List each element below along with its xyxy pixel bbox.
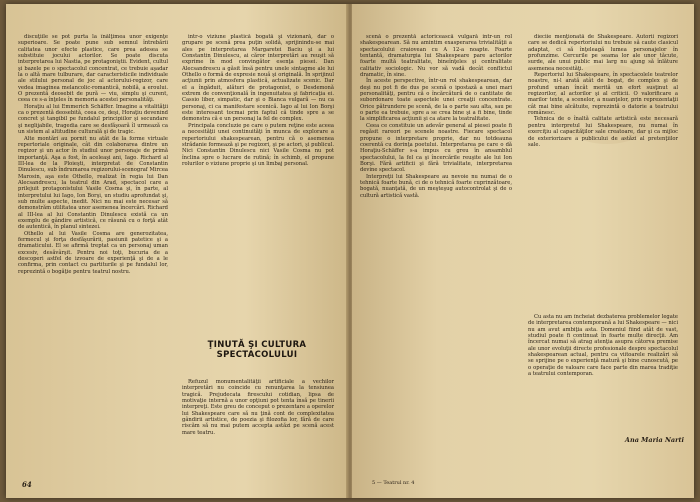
paragraph: Tehnica de o înaltă calitate artistică este necesară pentru interpretul lui Shakespeare, nu numai în exerciţiu al capacităţilor sale creatoare, dar şi ca mijloc de exteriorizare a publicului de astăzi al pretenţiilor sale. (528, 116, 678, 148)
paragraph: Othello al lui Vasile Cosma are generozitatea, fermecul şi forţa desfăşurării, pasiunii patetice şi a dramaticului. El se afirmă treptat ca un personaj uman excesiv, desăvârşit. Pentru noi toţi, bucuria de a descoperi astfel de izvoare de experienţă şi de a le confirma, prin contact cu partiturile şi pe fundalul lor, reprezintă o bogăţie pentru teatrul nostru. (18, 230, 168, 275)
right-page-column-1 (360, 34, 512, 466)
left-page-column-1 (18, 34, 168, 466)
paragraph: Interpreţii lui Shakespeare au nevoie nu numai de o tehnică foarte bună, ci de o tehnică foarte cuprinzătoare, bogată, nuanţată, de un meşteşug autocontrolat şi de o cultură artistică vastă. (360, 173, 512, 199)
section-heading (192, 340, 322, 360)
paragraph: În aceste perspective, într-un rol shakespearean, dar deşi nu pot fi de dus pe scenă o ipostază a unei mari personalităţi, pentru că o încărcătură de o cantitate de subordonare toate aspectele unei creaţii concentrate. Orice pătrundere pe scenă, de la o parte sau alta, sau pe o parte ea trebuie, spre a se crea bine şi a fi bine, tinde la simplificarea acţiunii şi ca atare la teatralitate. (360, 78, 512, 123)
right-page (352, 4, 694, 498)
paragraph: Horaţiu al lui Emmerich Schäffer. Imagine a vitalităţii ca o prezentă deosebită, ceea ce, deşi, Horaţiu devenind concret şi tangibil pe fundalul principiilor şi secundare şi neglijabile, tragedia care se desfăşoară îl urmează ca un sistem al altitudine culturală şi de tragic. (18, 103, 168, 136)
page-footer-right: 5 — Teatrul nr. 4 (372, 480, 415, 486)
right-page-column-2 (528, 34, 678, 296)
page-number-left: 64 (22, 480, 32, 489)
right-page-column-2-lower (528, 314, 678, 434)
section-heading-line-2: SPECTACOLULUI (216, 350, 298, 360)
section-heading-line-1: ŢINUTĂ ŞI CULTURA (207, 340, 307, 350)
author-signature: Ana Maria Narti (624, 436, 684, 444)
left-page (6, 4, 348, 498)
left-page-column-2 (182, 34, 334, 316)
paragraph: intr-o viziune plastică bogată şi vizionară, dar o grupare pe scenă prea puţin solidă, sprijinindu-se mai ales pe interpretarea Margaretei Baciu şi a lui Constantin Dinulescu, ai căror interpretări au reuşit să exprime în mod convingător esenţa piesei. Dan Alecsandrescu a găsit însă pentru unele sintagme ale lui Othello o formă de expresie nouă şi originală. În sprijinul acţiunii prin atmosfera plastică, actualizate scenic. Dar el a îngăduit, alături de protagonist, o Desdemonă extrem de convenţională în ingenuitatea şi fabricaţia ei. Cassio liber, simpatic, dar şi o Bianca vulgară — nu ca personaj, ci ca manifestare scenică. Iago al lui Ion Borşi este interesant tocmai prin faptul că tinde spre a se demonstra că e un personaj la fel de complex. (182, 34, 334, 123)
paragraph: Alte montări au pornit nu atât de la forme virtuale repertoriale originale, cât din colaborarea dintre un regizor şi un actor în studiul unor personaje de primă importanţă. Aşa a fost, în aceleaşi ani, Iago. Richard al III-lea de la Ploieşti, interpretat de Constantin Dinulescu, sub îndrumarea regizorului-scenograf Mircea Marosin, aşa este Othello, realizat în regia lui Dan Alecsandrescu, la teatrul din Arad, spectacol care a prilejuit protagonistului Vasile Cosma şi, în parte, al interpretului lui Iago, Ion Borşi, un studiu aprofundat şi, sub multe aspecte, inedit. Nici nu mai este necesar să demonstrăm utilitatea unor asemenea încercări. Richard al III-lea al lui Constantin Dinulescu există ca un exemplu de gândire artistică, ce răsună cu o forţă atât de autentică, în planul sintezei. (18, 135, 168, 231)
paragraph: Refuzul monumentalităţii artificiale a vechilor interpretări nu coincide cu renunţarea la tensiunea tragică. Prejudecata firescului cotidian, lipsa de motivaţie internă a unor opţiuni pot tenta însă pe tinerii interpreţi. Este greu de conceput o prezentare a operelor lui Shakespeare care să nu ţină cont de complexitatea gândirii artistice, de poezia şi filozofia lor, fără de care riscăm să nu mai putem accepta astăzi pe scenă acest mare teatru. (182, 379, 334, 436)
magazine-spread (6, 4, 694, 498)
paragraph: discuţiile se pot purta la înălţimea unor exigenţe superioare. Se poate pune sub semnul întrebării calitatea unor efecte plastice, care prea adesea se substituie jocului actorilor. Se poate discuta interpretarea lui Nastia, pe protagoniştii. Evident, cultul şi bazele pe o spectacolul concentrat, ce trebuie aşadar la o altă mare tulburare, dar caracteristicile individuale ale stilului personal de joc al actorului-regizor, care vedea imaginea melancolic-romantică, nobilă, a eroului. O prezentă deosebit de pură — viu, simplu şi curent, ceea ce s-a înţeles în memoria acestei personalităţi. (18, 34, 168, 104)
paragraph: Cu asta nu am încheiat dezbaterea problemelor legate de interpretarea contemporană a lui Shakespeare — nici nu am avut ambiţia asta. Domeniul fiind atât de vast, studiul poate fi continuat în foarte multe direcţii. Am încercat numai să atrag atenţia asupra câtorva premise ale unor evoluţii directe profesionale despre spectacolul shakespearean actual, pentru ca viitoarele realizări să se sprijine pe o experienţă matură şi bine cunoscută, pe o operaţie de valoare care face parte din marea tradiţie a teatrului contemporan. (528, 314, 678, 378)
left-page-column-2-lower (182, 379, 334, 467)
paragraph: dieciie menţionată de Shakespeare. Autorii regizori care se dedică repertoriului nu trebuie să caute clasicul adaptat, ci să înţeleagă lumea personajelor în profunzime. Cercurile pe seama lor ale unor tăcute, surde, ale unui public mai larg nu ajung să înlăture asemenea necesităţi. (528, 34, 678, 72)
paragraph: scenă o prezentă actoricească vulgară intr-un rol shakespearean. Să nu amintim exasperarea trivialităţii a spectacolului craiovean cu A 12-a noapte. Foarte tentantă, dramaturgia lui Shakespeare pare actorilor foarte multă teatralitate, bineînţeles şi centralitate calitativ sociologic. Nu vor să vadă decât conflictul dramatic, în sine. (360, 34, 512, 79)
paragraph: Ceea ce constituie un adevăr general al piesei poate fi regăsit rareori pe scenele noastre. Fiecare spectacol propune o interpretare proprie, dar nu totdeauna coerentă cu dorinţa poetului. Interpretarea pe care o dă Horaţiu-Schäffer s-a impus cu greu în ansamblul spectacolului, la fel ca şi încercările reuşite ale lui Ion Borşi. Fără artificii şi fără trivialitate, interpretarea devine spectacol. (360, 122, 512, 174)
paragraph: Repertoriul lui Shakespeare, în spectacolele teatrelor noastre, ni-l arată atât de bogat, de complex şi de profund uman încât merită un efort susţinut al regizorilor, al actorilor şi al criticii. O valorificare a marilor texte, a scenelor, a nuanţelor, prin reprezentaţii cât mai bine alcătuite, reprezintă o datorie a teatrului românesc. (528, 72, 678, 117)
paragraph: Principala concluzie pe care o putem reţine este aceea a necesităţii unei continuităţi în munca de explorare a repertoriului shakespearean, pentru că o asemenea strădanie formează şi pe regizori, şi pe actori, şi publicul. Nici Constantin Dinulescu nici Vasile Cosma nu pot înclina spre o lucrare de rutină; în schimb, el propune rolurilor o viziune proprie şi un limbaj personal. (182, 122, 334, 167)
